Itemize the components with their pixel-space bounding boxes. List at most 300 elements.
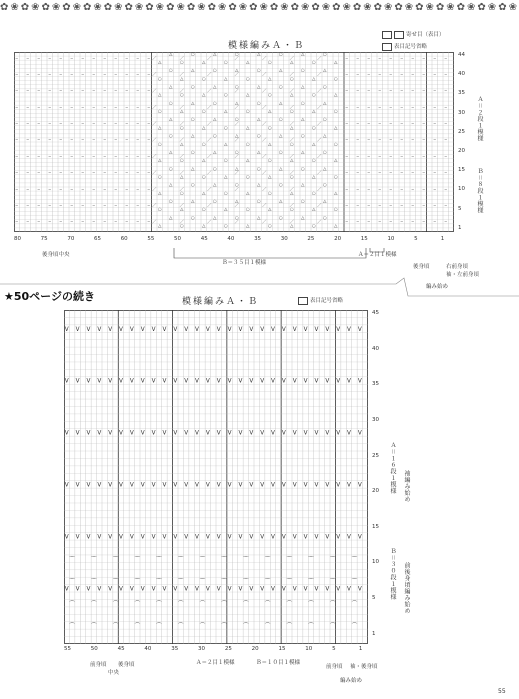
stitch-symbol: V	[347, 534, 351, 541]
stitch-symbol: ‒	[48, 121, 52, 127]
stitch-symbol: △	[191, 101, 195, 107]
stitch-symbol: ‒	[37, 203, 41, 209]
stitch-symbol: ‒	[147, 56, 151, 62]
stitch-symbol: V	[281, 378, 286, 385]
stitch-symbol: ⌒	[221, 623, 227, 630]
stitch-symbol: ⌒	[286, 579, 293, 586]
stitch-symbol: △	[158, 191, 162, 197]
stitch-symbol: ‒	[422, 72, 426, 78]
stitch-symbol: ‒	[356, 154, 360, 160]
stitch-symbol: ／	[179, 220, 184, 225]
stitch-symbol: ‒	[103, 154, 107, 160]
stitch-symbol: ⌒	[308, 601, 314, 608]
stitch-symbol: △	[268, 76, 272, 82]
stitch-symbol: ○	[300, 68, 305, 74]
stitch-symbol: ⌒	[69, 623, 75, 630]
legend-knit-text: 表目記号省略	[310, 298, 344, 304]
stitch-symbol: ／	[207, 138, 212, 144]
stitch-symbol: ／	[317, 203, 322, 209]
stitch-symbol: ／	[179, 138, 184, 144]
stitch-symbol: ‒	[59, 72, 63, 78]
stitch-symbol: △	[268, 207, 272, 213]
stitch-symbol: V	[151, 326, 156, 333]
stitch-symbol: ○	[157, 207, 162, 213]
stitch-symbol: ‒	[59, 56, 63, 62]
axis-tick-label: 30	[198, 646, 206, 652]
stitch-symbol: V	[303, 326, 308, 333]
stitch-symbol: V	[86, 482, 91, 489]
stitch-symbol: V	[75, 534, 80, 541]
stitch-symbol: ⌒	[177, 556, 184, 563]
stitch-symbol: ‒	[444, 89, 448, 95]
stitch-symbol: ⌒	[243, 556, 249, 563]
axis-tick-label: 5	[372, 595, 376, 601]
stitch-symbol: ／	[289, 105, 294, 111]
label-center: 中央	[108, 670, 120, 676]
stitch-symbol: ‒	[114, 187, 118, 193]
stitch-symbol: V	[249, 586, 254, 593]
label-a-repeat: Ａ＝２目１模様	[358, 252, 397, 258]
stitch-symbol: V	[205, 482, 210, 489]
stitch-symbol: V	[303, 586, 308, 593]
label-back: 後身頃	[413, 264, 430, 270]
stitch-symbol: ／	[179, 154, 184, 160]
stitch-symbol: V	[184, 534, 189, 541]
stitch-symbol: ‒	[125, 187, 129, 193]
axis-tick-label: 25	[224, 646, 232, 652]
stitch-symbol: ‒	[48, 187, 52, 193]
stitch-symbol: ○	[190, 52, 195, 58]
stitch-symbol: V	[97, 378, 102, 385]
stitch-symbol: △	[169, 117, 173, 123]
label-cast-on: 編み始め	[426, 284, 449, 290]
axis-tick-label: 25	[458, 128, 465, 135]
stitch-symbol: ／	[207, 72, 212, 78]
stitch-symbol: △	[202, 191, 206, 197]
stitch-symbol: △	[246, 93, 250, 99]
stitch-symbol: ○	[234, 117, 239, 123]
stitch-symbol: ‒	[444, 170, 448, 176]
stitch-symbol: ‒	[367, 220, 371, 225]
axis-tick-label: 35	[458, 90, 465, 97]
stitch-symbol: ○	[267, 125, 272, 131]
stitch-symbol: ○	[256, 68, 261, 74]
stitch-symbol: V	[292, 326, 297, 333]
stitch-symbol: △	[290, 224, 294, 230]
stitch-symbol: △	[158, 93, 162, 99]
stitch-symbol: ‒	[444, 105, 448, 111]
stitch-symbol: △	[290, 158, 294, 164]
stitch-symbol: V	[292, 482, 297, 489]
stitch-symbol: ‒	[400, 105, 404, 111]
stitch-symbol: ‒	[345, 56, 349, 62]
stitch-symbol: ○	[333, 109, 338, 115]
stitch-symbol: ○	[179, 158, 184, 164]
stitch-symbol: ‒	[378, 187, 382, 193]
stitch-symbol: ／	[207, 170, 212, 176]
legend-knit-text: 表目記号省略	[394, 44, 428, 50]
stitch-symbol: V	[108, 534, 113, 541]
knit-symbol-icon	[298, 297, 308, 305]
stitch-symbol: ‒	[48, 220, 52, 225]
axis-tick-label: 15	[458, 167, 465, 174]
stitch-symbol: ‒	[147, 89, 151, 95]
stitch-symbol: ‒	[15, 220, 19, 225]
stitch-symbol: ／	[289, 56, 294, 62]
stitch-symbol: △	[334, 60, 338, 66]
stitch-symbol: △	[180, 175, 184, 180]
stitch-symbol: ‒	[15, 203, 19, 209]
page-number: 55	[498, 688, 506, 695]
stitch-symbol: △	[323, 68, 327, 74]
stitch-symbol: V	[347, 482, 351, 489]
stitch-symbol: ‒	[92, 138, 96, 144]
axis-tick-label: 30	[280, 236, 288, 242]
stitch-symbol: ‒	[411, 170, 415, 176]
stitch-symbol: ‒	[378, 170, 382, 176]
axis-tick-label: 35	[171, 646, 179, 652]
stitch-symbol: △	[191, 134, 195, 140]
axis-tick-label: 10	[305, 646, 313, 652]
stitch-symbol: ／	[289, 121, 294, 127]
stitch-symbol: ／	[234, 105, 239, 111]
stitch-symbol: V	[260, 534, 265, 541]
axis-tick-label: 50	[90, 646, 98, 652]
stitch-symbol: ／	[152, 187, 157, 193]
stitch-symbol: ‒	[444, 154, 448, 160]
stitch-symbol: V	[357, 586, 362, 593]
stitch-symbol: △	[213, 85, 217, 90]
stitch-symbol: ⌒	[329, 579, 336, 586]
stitch-symbol: V	[260, 430, 265, 437]
stitch-symbol: △	[301, 215, 305, 221]
stitch-symbol: △	[158, 224, 162, 230]
stitch-symbol: ‒	[59, 154, 63, 160]
stitch-symbol: ○	[245, 207, 250, 213]
stitch-symbol: ‒	[81, 89, 85, 95]
stitch-symbol: V	[216, 430, 221, 437]
stitch-symbol: V	[140, 326, 145, 333]
stitch-symbol: ‒	[389, 121, 393, 127]
stitch-symbol: ‒	[48, 89, 52, 95]
label-cast-on: 編み始め	[340, 678, 363, 684]
stitch-symbol: ⌒	[199, 579, 206, 586]
stitch-symbol: V	[195, 326, 199, 333]
label-right-front: 右前身頃	[446, 264, 469, 270]
bottom-chart-title: 模様編みＡ・Ｂ	[182, 297, 260, 307]
stitch-symbol: ‒	[444, 138, 448, 144]
stitch-symbol: △	[169, 52, 173, 58]
stitch-symbol: △	[235, 199, 239, 205]
stitch-symbol: V	[238, 482, 243, 489]
stitch-symbol: V	[97, 586, 102, 593]
stitch-symbol: ／	[317, 220, 322, 225]
stitch-symbol: △	[169, 85, 173, 90]
stitch-symbol: △	[246, 125, 250, 131]
stitch-symbol: ‒	[114, 154, 118, 160]
stitch-symbol: V	[86, 430, 91, 437]
stitch-symbol: ‒	[92, 121, 96, 127]
stitch-symbol: ／	[262, 220, 267, 225]
stitch-symbol: △	[279, 166, 283, 172]
stitch-symbol: ‒	[48, 138, 52, 144]
stitch-symbol: △	[213, 183, 217, 189]
stitch-symbol: V	[151, 586, 156, 593]
stitch-symbol: ／	[152, 72, 157, 78]
label-a-repeat: Ａ＝２目１模様	[196, 660, 235, 666]
stitch-symbol: V	[162, 326, 167, 333]
axis-tick-label: 20	[334, 236, 342, 242]
stitch-symbol: ／	[289, 138, 294, 144]
stitch-symbol: V	[249, 326, 254, 333]
stitch-symbol: V	[195, 534, 199, 541]
stitch-symbol: ○	[267, 93, 272, 99]
stitch-symbol: V	[325, 482, 330, 489]
stitch-symbol: ‒	[26, 121, 30, 127]
stitch-symbol: V	[64, 482, 69, 489]
stitch-symbol: ⌒	[199, 556, 206, 563]
stitch-symbol: ○	[245, 76, 250, 82]
stitch-symbol: V	[336, 378, 341, 385]
stitch-symbol: ○	[223, 191, 228, 197]
stitch-symbol: V	[271, 534, 275, 541]
stitch-symbol: △	[268, 109, 272, 115]
stitch-symbol: ／	[152, 154, 157, 160]
stitch-symbol: V	[64, 430, 69, 437]
stitch-symbol: V	[129, 378, 134, 385]
stitch-symbol: ／	[207, 121, 212, 127]
stitch-symbol: ○	[311, 224, 316, 230]
stitch-symbol: ／	[234, 72, 239, 78]
stitch-symbol: ⌒	[69, 579, 75, 586]
stitch-symbol: ○	[190, 183, 195, 189]
stitch-symbol: ‒	[433, 220, 437, 225]
stitch-symbol: V	[151, 430, 156, 437]
stitch-symbol: ○	[256, 101, 261, 107]
stitch-symbol: ‒	[114, 138, 118, 144]
stitch-symbol: ⌒	[221, 601, 227, 608]
stitch-symbol: ‒	[136, 56, 140, 62]
stitch-symbol: ‒	[433, 105, 437, 111]
stitch-symbol: △	[224, 109, 228, 115]
stitch-symbol: ⌒	[286, 601, 293, 608]
stitch-symbol: V	[173, 586, 178, 593]
stitch-symbol: ‒	[378, 220, 382, 225]
stitch-symbol: ‒	[433, 89, 437, 95]
axis-tick-label: 5	[458, 205, 462, 212]
stitch-symbol: ○	[157, 109, 162, 115]
stitch-symbol: △	[290, 125, 294, 131]
stitch-symbol: ／	[317, 72, 322, 78]
top-side-b: Ｂ＝８段１模様	[476, 168, 483, 214]
stitch-symbol: V	[86, 326, 91, 333]
stitch-symbol: V	[108, 430, 113, 437]
stitch-symbol: ／	[234, 154, 239, 160]
stitch-symbol: ⌒	[91, 579, 97, 586]
axis-tick-label: 5	[414, 236, 418, 242]
stitch-symbol: ○	[289, 142, 294, 148]
stitch-symbol: ‒	[15, 154, 19, 160]
stitch-symbol: ‒	[48, 105, 52, 111]
stitch-symbol: V	[216, 378, 221, 385]
stitch-symbol: △	[213, 150, 217, 156]
stitch-symbol: V	[140, 430, 145, 437]
top-legend-decrease	[382, 30, 445, 39]
continued-heading: ★50ページの続き	[4, 290, 95, 303]
legend-decrease-text: 寄せ目（表目）	[406, 32, 445, 38]
axis-tick-label: 35	[254, 236, 262, 242]
stitch-symbol: ○	[201, 175, 206, 180]
stitch-symbol: ／	[179, 187, 184, 193]
stitch-symbol: ‒	[433, 72, 437, 78]
stitch-symbol: ‒	[422, 56, 426, 62]
stitch-symbol: V	[325, 378, 330, 385]
stitch-symbol: △	[301, 85, 305, 90]
stitch-symbol: ○	[234, 52, 239, 58]
stitch-symbol: ‒	[48, 56, 52, 62]
stitch-symbol: V	[314, 326, 319, 333]
stitch-symbol: △	[235, 101, 239, 107]
stitch-symbol: ‒	[367, 138, 371, 144]
stitch-symbol: △	[246, 158, 250, 164]
stitch-symbol: ‒	[15, 170, 19, 176]
stitch-symbol: ‒	[125, 72, 129, 78]
stitch-symbol: ‒	[422, 89, 426, 95]
stitch-symbol: △	[235, 166, 239, 172]
top-legend-knit	[382, 42, 427, 51]
stitch-symbol: ‒	[26, 170, 30, 176]
stitch-symbol: ‒	[411, 154, 415, 160]
stitch-symbol: ⌒	[91, 601, 97, 608]
stitch-symbol: V	[140, 586, 145, 593]
stitch-symbol: ／	[317, 89, 322, 95]
stitch-symbol: ‒	[136, 138, 140, 144]
stitch-symbol: ‒	[367, 203, 371, 209]
stitch-symbol: ⌒	[177, 601, 184, 608]
stitch-symbol: ⌒	[156, 579, 162, 586]
stitch-symbol: ‒	[378, 105, 382, 111]
stitch-symbol: ／	[262, 121, 267, 127]
stitch-symbol: ○	[234, 85, 239, 90]
stitch-symbol: ○	[168, 199, 173, 205]
stitch-symbol: ⌒	[112, 556, 119, 563]
stitch-symbol: ‒	[81, 121, 85, 127]
label-front: 前身頃	[90, 662, 107, 668]
stitch-symbol: ○	[278, 150, 283, 156]
stitch-symbol: ／	[289, 187, 294, 193]
stitch-symbol: V	[75, 326, 80, 333]
stitch-symbol: ‒	[103, 56, 107, 62]
stitch-symbol: ○	[267, 60, 272, 66]
stitch-symbol: ⌒	[156, 556, 162, 563]
stitch-symbol: ／	[152, 105, 157, 111]
stitch-symbol: ‒	[378, 89, 382, 95]
stitch-symbol: ／	[179, 105, 184, 111]
stitch-symbol: ○	[245, 142, 250, 148]
axis-tick-label: 20	[458, 148, 465, 154]
stitch-symbol: ⌒	[112, 623, 119, 630]
stitch-symbol: ⌒	[134, 623, 141, 630]
stitch-symbol: V	[238, 534, 243, 541]
stitch-symbol: ○	[234, 215, 239, 221]
stitch-symbol: V	[216, 482, 221, 489]
stitch-symbol: ‒	[356, 105, 360, 111]
stitch-symbol: ⌒	[112, 579, 119, 586]
stitch-symbol: ‒	[136, 187, 140, 193]
stitch-symbol: ‒	[356, 203, 360, 209]
stitch-symbol: V	[260, 482, 265, 489]
stitch-symbol: ○	[311, 191, 316, 197]
stitch-symbol: ‒	[136, 154, 140, 160]
stitch-symbol: ‒	[103, 170, 107, 176]
stitch-symbol: ／	[234, 187, 239, 193]
stitch-symbol: V	[314, 482, 319, 489]
stitch-symbol: V	[75, 430, 80, 437]
stitch-symbol: V	[227, 482, 232, 489]
stitch-symbol: ○	[322, 117, 327, 123]
stitch-symbol: ‒	[411, 220, 415, 225]
stitch-symbol: V	[314, 430, 319, 437]
stitch-symbol: ‒	[92, 89, 96, 95]
stitch-symbol: ／	[289, 203, 294, 209]
stitch-symbol: V	[140, 534, 145, 541]
stitch-symbol: ○	[278, 183, 283, 189]
stitch-symbol: ／	[179, 89, 184, 95]
stitch-symbol: ‒	[59, 138, 63, 144]
stitch-symbol: ／	[207, 105, 212, 111]
stitch-symbol: ○	[289, 207, 294, 213]
stitch-symbol: ‒	[37, 89, 41, 95]
stitch-symbol: ○	[289, 76, 294, 82]
stitch-symbol: ／	[317, 121, 322, 127]
stitch-symbol: ‒	[136, 105, 140, 111]
stitch-symbol: ‒	[345, 89, 349, 95]
stitch-symbol: V	[162, 586, 167, 593]
stitch-symbol: △	[180, 109, 184, 115]
stitch-symbol: △	[312, 175, 316, 180]
stitch-symbol: ○	[212, 101, 217, 107]
stitch-symbol: V	[227, 326, 232, 333]
stitch-symbol: ‒	[15, 89, 19, 95]
stitch-symbol: ／	[262, 170, 267, 176]
stitch-symbol: ‒	[15, 138, 19, 144]
stitch-symbol: V	[357, 430, 362, 437]
stitch-symbol: ⌒	[329, 623, 336, 630]
stitch-symbol: V	[108, 378, 113, 385]
stitch-symbol: ⌒	[264, 623, 271, 630]
stitch-symbol: ／	[262, 56, 267, 62]
stitch-symbol: △	[169, 215, 173, 221]
stitch-symbol: ‒	[81, 154, 85, 160]
stitch-symbol: ‒	[411, 72, 415, 78]
stitch-symbol: ‒	[389, 220, 393, 225]
stitch-symbol: ／	[289, 72, 294, 78]
stitch-symbol: V	[336, 482, 341, 489]
stitch-symbol: ‒	[26, 105, 30, 111]
stitch-symbol: △	[290, 191, 294, 197]
stitch-symbol: ／	[262, 187, 267, 193]
stitch-symbol: ‒	[400, 56, 404, 62]
stitch-symbol: △	[224, 207, 228, 213]
stitch-symbol: V	[97, 430, 102, 437]
stitch-symbol: V	[281, 482, 286, 489]
stitch-symbol: ‒	[378, 56, 382, 62]
decrease-symbol-icon	[382, 31, 392, 39]
stitch-symbol: V	[108, 482, 113, 489]
stitch-symbol: ‒	[433, 121, 437, 127]
stitch-symbol: △	[312, 76, 316, 82]
stitch-symbol: V	[271, 482, 275, 489]
